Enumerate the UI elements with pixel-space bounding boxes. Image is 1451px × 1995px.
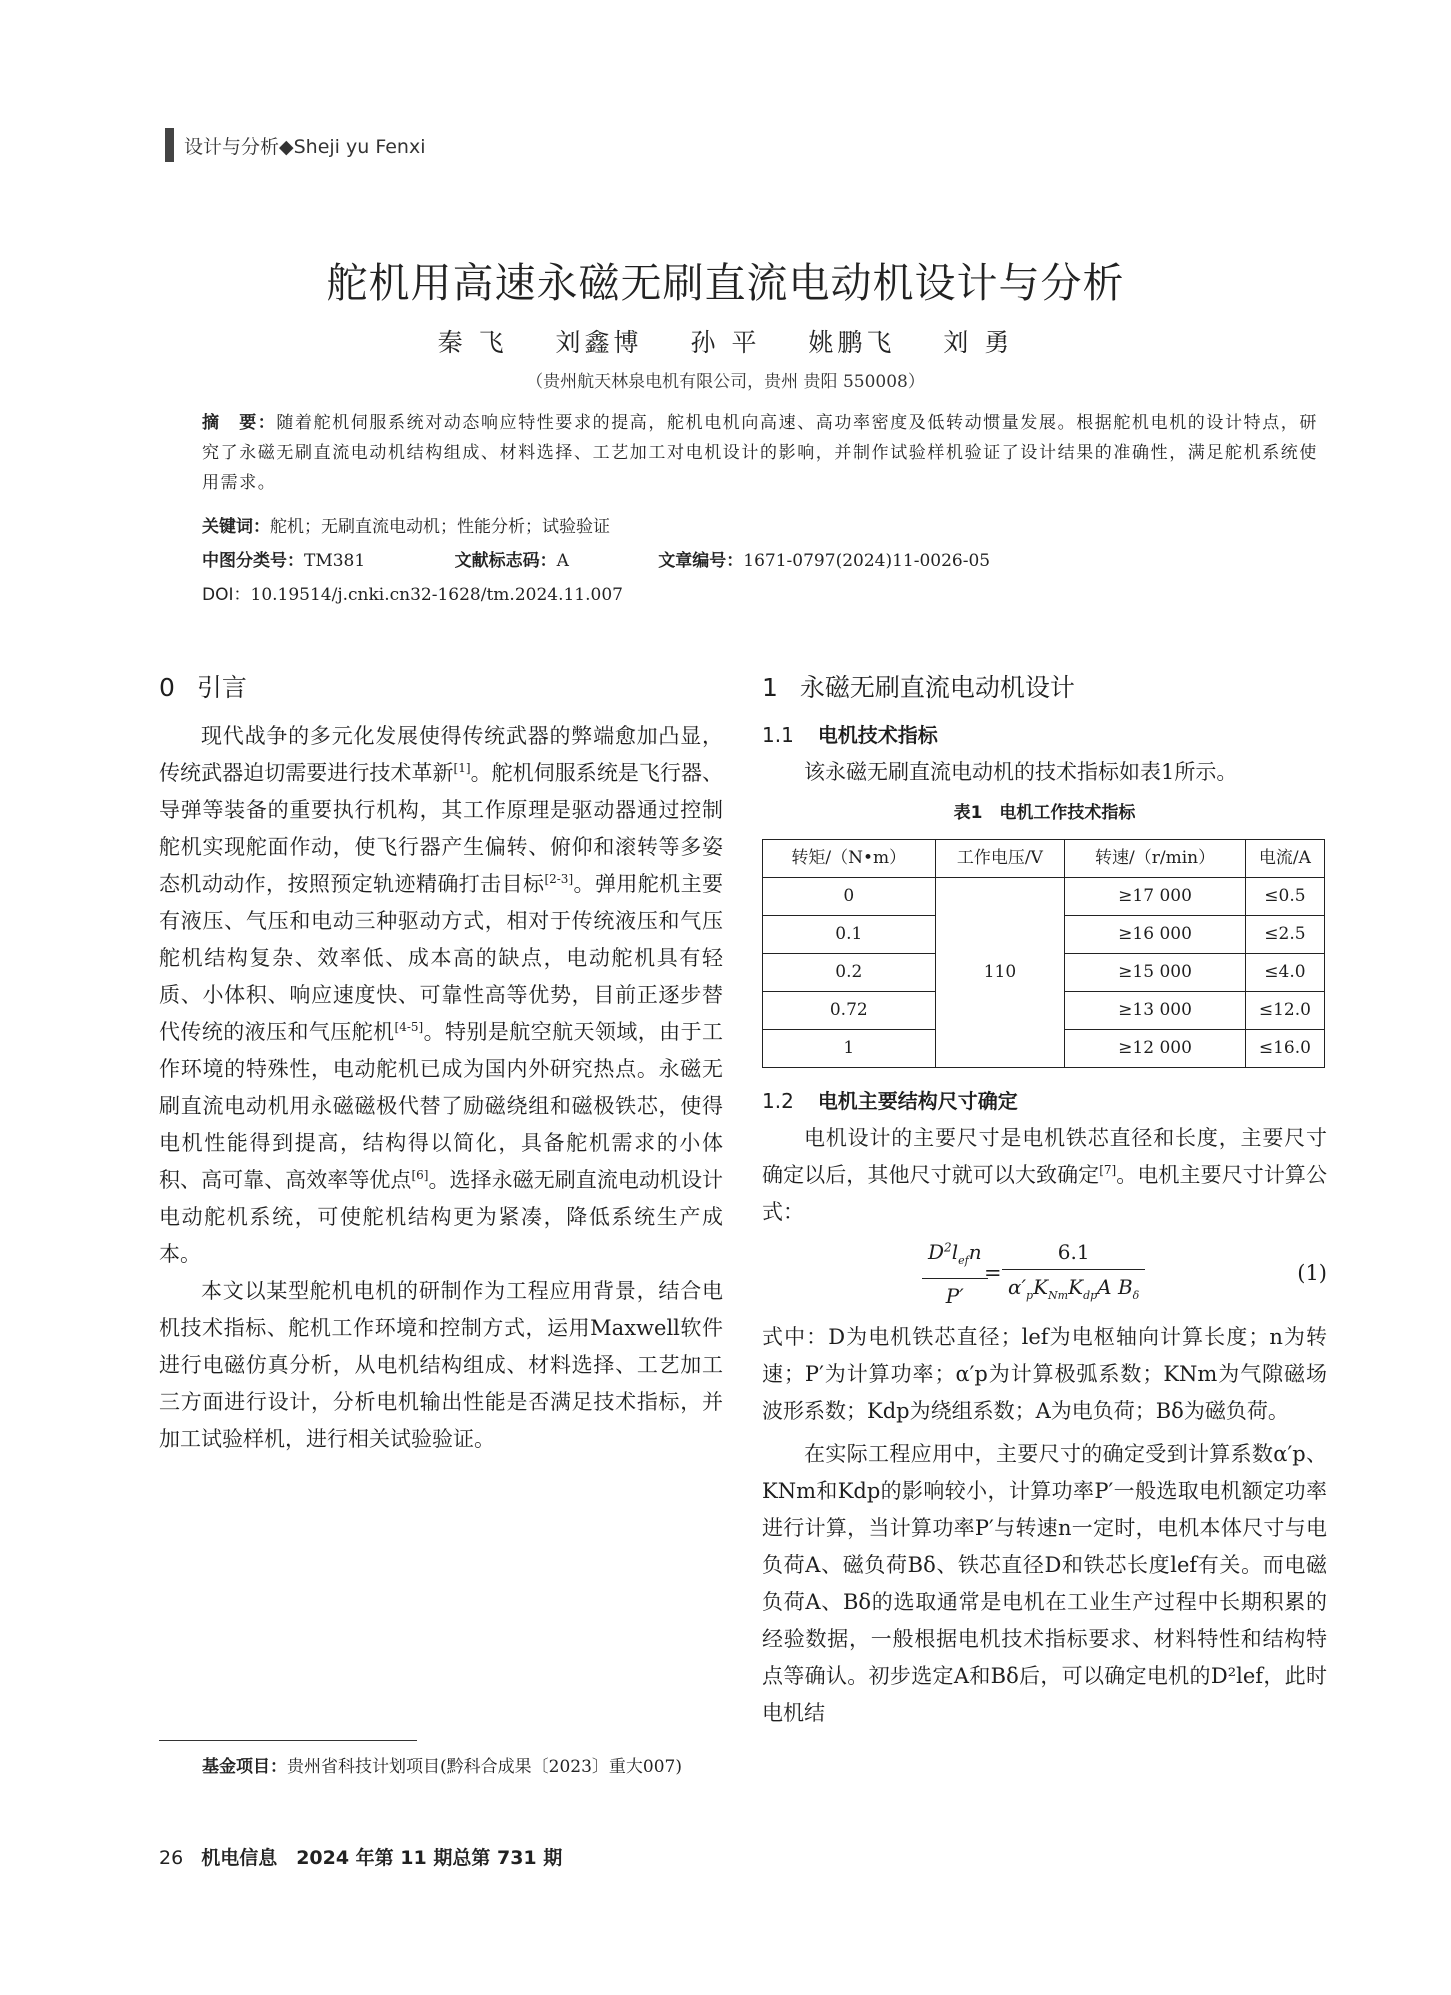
table-cell: ≤2.5 bbox=[1245, 916, 1324, 954]
spec-table bbox=[762, 839, 1325, 1068]
section-number: 1.1 bbox=[762, 723, 794, 747]
citation: [6] bbox=[411, 1168, 429, 1182]
section-title: 电机主要结构尺寸确定 bbox=[817, 1089, 1018, 1113]
article-no-label: 文章编号： bbox=[658, 551, 744, 571]
section-1-1-heading bbox=[762, 718, 1327, 752]
table-cell: ≥15 000 bbox=[1065, 954, 1246, 992]
doi-value: 10.19514/j.cnki.cn32-1628/tm.2024.11.007 bbox=[250, 585, 623, 605]
table-cell: ≤0.5 bbox=[1245, 878, 1324, 916]
intro-paragraph-1 bbox=[159, 718, 723, 1273]
affiliation: （贵州航天林泉电机有限公司，贵州 贵阳 550008） bbox=[526, 372, 925, 392]
table-cell: ≥13 000 bbox=[1065, 992, 1246, 1030]
footnote-rule bbox=[159, 1740, 417, 1741]
doi-label: DOI： bbox=[202, 585, 251, 605]
text-run: 电机设计的主要尺寸是电机铁芯直径和长度，主要尺寸确定以后，其他尺寸就可以大致确定 bbox=[762, 1126, 1327, 1187]
intro-paragraph-2: 本文以某型舵机电机的研制作为工程应用背景，结合电机技术指标、舵机工作环境和控制方式，运用Maxwell软件进行电磁仿真分析，从电机结构组成、材料选择、工艺加工三方面进行设计，分析电机输出性能是否满足技术指标，并加工试验样机，进行相关试验验证。 bbox=[159, 1279, 723, 1451]
section-1-2-heading bbox=[762, 1084, 1327, 1118]
citation: [7] bbox=[1099, 1163, 1117, 1177]
table-cell: 1 bbox=[763, 1030, 936, 1068]
section-number: 0 bbox=[159, 673, 175, 702]
table-cell: ≥12 000 bbox=[1065, 1030, 1246, 1068]
author: 刘 勇 bbox=[943, 328, 1014, 357]
table-cell: 0.2 bbox=[763, 954, 936, 992]
author: 秦 飞 bbox=[437, 328, 508, 357]
doc-code-label: 文献标志码： bbox=[454, 551, 557, 571]
text-run: 。特别是航空航天领域，由于工作环境的特殊性，电动舵机已成为国内外研究热点。永磁无刷直流电动机用永磁磁极代替了励磁绕组和磁极铁芯，使得电机性能得到提高，结构得以简化，具备舵机需求的小体积、高可靠、高效率等优点 bbox=[159, 1020, 724, 1192]
formula-rhs: 6.1 $\alpha'_pK_{Nm}K_{dp}A$ $B_\delta$ bbox=[1002, 1237, 1145, 1311]
header-bar bbox=[165, 128, 174, 162]
keywords-label: 关键词： bbox=[202, 517, 270, 537]
text-run: 。舵机伺服系统是飞行器、导弹等装备的重要执行机构，其工作原理是驱动器通过控制舵机实现舵面作动，使飞行器产生偏转、俯仰和滚转等多姿态机动动作，按照预定轨迹精确打击目标 bbox=[159, 761, 724, 896]
section-title: 永磁无刷直流电动机设计 bbox=[799, 673, 1075, 702]
section-title: 引言 bbox=[196, 673, 247, 702]
table-cell: 0.72 bbox=[763, 992, 936, 1030]
citation: [1] bbox=[453, 761, 471, 775]
author: 孙 平 bbox=[690, 328, 761, 357]
citation: [2-3] bbox=[544, 872, 574, 886]
dimension-paragraph-3: 在实际工程应用中，主要尺寸的确定受到计算系数α′p、KNm和Kdp的影响较小，计算功率P′一般选取电机额定功率进行计算，当计算功率P′与转速n一定时，电机本体尺寸与电负荷A、磁负荷Bδ、铁芯直径D和铁芯长度lef有关。而电磁负荷A、Bδ的选取通常是电机在工业生产过程中长期积累的经验数据，一般根据电机技术指标要求、材料特性和结构特点等确认。初步选定A和Bδ后，可以确定电机的D²lef，此时电机结 bbox=[762, 1442, 1327, 1725]
keywords-text: 舵机；无刷直流电动机；性能分析；试验验证 bbox=[270, 517, 610, 537]
text-run: 。电机主要尺寸计算公式： bbox=[762, 1163, 1328, 1224]
journal-info: 机电信息 2024 年第 11 期总第 731 期 bbox=[201, 1847, 563, 1869]
left-column bbox=[159, 668, 723, 1458]
page-footer bbox=[159, 1843, 562, 1870]
table-cell-voltage: 110 bbox=[935, 878, 1065, 1068]
formula-numerator: 6.1 bbox=[1057, 1240, 1090, 1264]
formula-lhs: $D^2l_{ef}n$ P′ bbox=[922, 1237, 988, 1311]
doc-code-value: A bbox=[556, 551, 569, 571]
formula-1 bbox=[762, 1237, 1327, 1315]
table-cell: ≤4.0 bbox=[1245, 954, 1324, 992]
header-label: 设计与分析◆Sheji yu Fenxi bbox=[184, 135, 426, 158]
text-run: 现代战争的多元化发展使得传统武器的弊端愈加凸显，传统武器迫切需要进行技术革新 bbox=[159, 724, 723, 785]
article-no-value: 1671-0797(2024)11-0026-05 bbox=[743, 551, 991, 571]
section-1-heading bbox=[762, 668, 1327, 708]
table-header-cell: 工作电压/V bbox=[935, 840, 1065, 878]
paper-title: 舵机用高速永磁无刷直流电动机设计与分析 bbox=[326, 259, 1125, 307]
table-cell: 0 bbox=[763, 878, 936, 916]
section-header bbox=[165, 128, 425, 162]
author-list bbox=[0, 323, 1451, 359]
section-number: 1 bbox=[762, 673, 778, 702]
clc-value: TM381 bbox=[304, 551, 366, 571]
table-cell: ≥16 000 bbox=[1065, 916, 1246, 954]
fund-note bbox=[202, 1752, 682, 1777]
spec-intro: 该永磁无刷直流电动机的技术指标如表1所示。 bbox=[804, 760, 1238, 784]
table-caption: 表1 电机工作技术指标 bbox=[953, 803, 1136, 823]
citation: [4-5] bbox=[394, 1020, 424, 1034]
author: 刘鑫博 bbox=[555, 328, 643, 357]
keywords bbox=[202, 512, 1322, 542]
table-header-cell: 转矩/（N•m） bbox=[763, 840, 936, 878]
table-header-cell: 转速/（r/min） bbox=[1065, 840, 1246, 878]
doi-line bbox=[202, 580, 1322, 610]
abstract-label: 摘 要： bbox=[202, 413, 277, 433]
section-0-heading bbox=[159, 668, 723, 708]
text-run: 。弹用舵机主要有液压、气压和电动三种驱动方式，相对于传统液压和气压舵机结构复杂、效率低、成本高的缺点，电动舵机具有轻质、小体积、响应速度快、可靠性高等优势，目前正逐步替代传统的液压和气压舵机 bbox=[159, 872, 724, 1044]
table-header-row bbox=[763, 840, 1325, 878]
table-cell: ≥17 000 bbox=[1065, 878, 1246, 916]
formula-equals: = bbox=[984, 1261, 1002, 1285]
text-run: 。选择永磁无刷直流电动机设计电动舵机系统，可使舵机结构更为紧凑，降低系统生产成本。 bbox=[159, 1168, 724, 1266]
fund-label: 基金项目： bbox=[202, 1757, 287, 1777]
table-cell: ≤16.0 bbox=[1245, 1030, 1324, 1068]
dimension-paragraph-1 bbox=[762, 1120, 1327, 1231]
clc-label: 中图分类号： bbox=[202, 551, 304, 571]
page-number: 26 bbox=[159, 1847, 184, 1869]
table-header-cell: 电流/A bbox=[1245, 840, 1324, 878]
table-cell: ≤12.0 bbox=[1245, 992, 1324, 1030]
section-title: 电机技术指标 bbox=[817, 723, 938, 747]
section-number: 1.2 bbox=[762, 1089, 794, 1113]
table-cell: 0.1 bbox=[763, 916, 936, 954]
right-column bbox=[762, 668, 1327, 1732]
abstract bbox=[202, 408, 1322, 498]
formula-explanation: 式中：D为电机铁芯直径；lef为电枢轴向计算长度；n为转速；P′为计算功率；α′p为计算极弧系数；KNm为气隙磁场波形系数；Kdp为绕组系数；A为电负荷；Bδ为磁负荷。 bbox=[762, 1325, 1327, 1423]
author: 姚鹏飞 bbox=[808, 328, 896, 357]
fund-text: 贵州省科技计划项目(黔科合成果〔2023〕重大007) bbox=[287, 1757, 682, 1777]
table-row bbox=[763, 878, 1325, 916]
abstract-text: 随着舵机伺服系统对动态响应特性要求的提高，舵机电机向高速、高功率密度及低转动惯量发展。根据舵机电机的设计特点，研究了永磁无刷直流电动机结构组成、材料选择、工艺加工对电机设计的影响，并制作试验样机验证了设计结果的准确性，满足舵机系统使用需求。 bbox=[202, 413, 1319, 493]
classification-line bbox=[202, 546, 1322, 576]
formula-number: (1) bbox=[1297, 1261, 1327, 1285]
